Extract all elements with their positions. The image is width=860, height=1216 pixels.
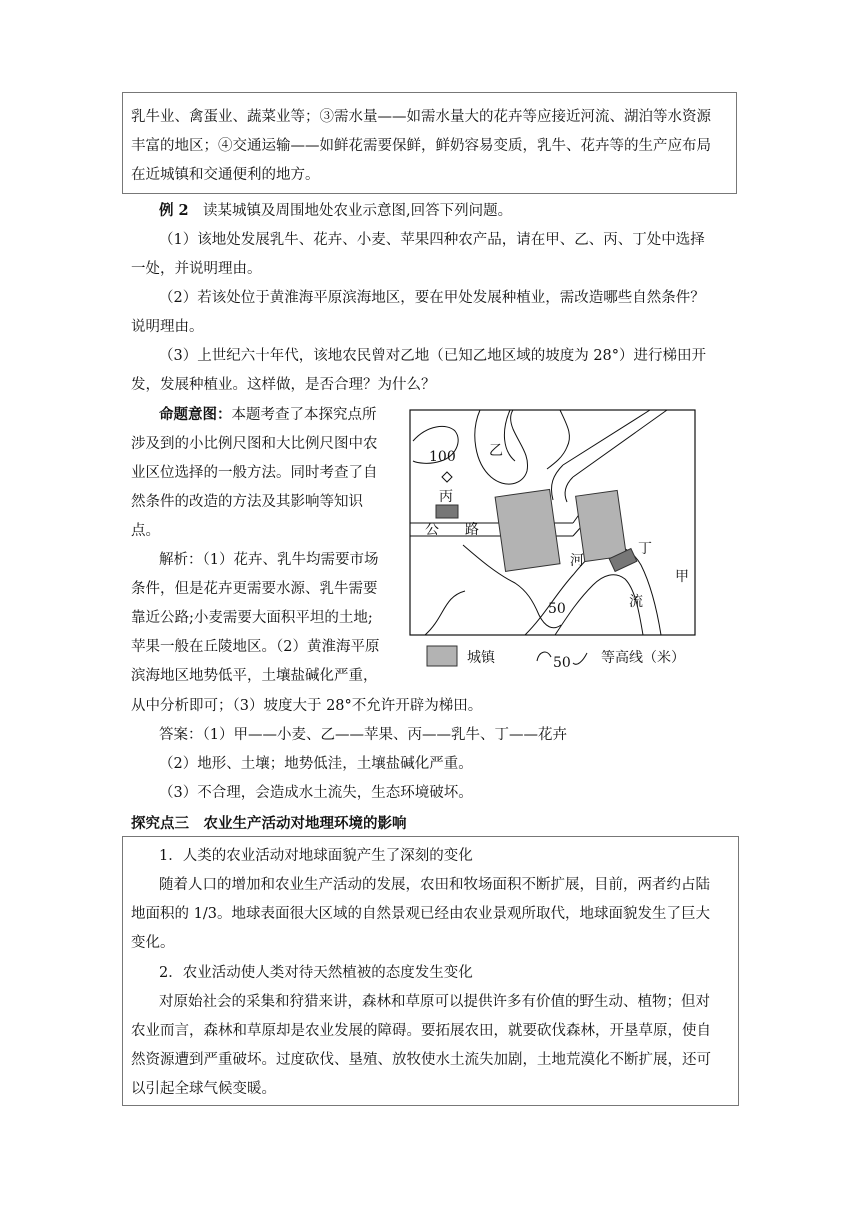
intent-text: 本题考查了本探究点所	[231, 407, 377, 423]
intent-line: 涉及到的小比例尺图和大比例尺图中农	[131, 436, 378, 452]
label-bing: 丙	[439, 489, 453, 505]
point-1-line: 地面积的 1/3。地球表面很大区域的自然景观已经由农业景观所取代，地球面貌发生了巨大	[131, 906, 710, 922]
analysis-line: 从中分析即可；（3）坡度大于 28°不允许开辟为梯田。	[131, 698, 483, 714]
intent-line: 然条件的改造的方法及其影响等知识	[131, 494, 363, 510]
intent-label: 命题意图：	[159, 406, 232, 423]
legend-town-swatch	[427, 646, 457, 666]
point-2-line: 对原始社会的采集和狩猎来讲，森林和草原可以提供许多有价值的野生动、植物；但对	[159, 994, 710, 1010]
road-edge	[565, 477, 573, 502]
analysis-line: 靠近公路;小麦需要大面积平坦的土地;	[131, 610, 373, 626]
analysis-line: 条件，但是花卉更需要水源、乳牛需要	[131, 581, 378, 597]
label-ding: 丁	[638, 541, 652, 557]
point-1-heading: 1．人类的农业活动对地球面貌产生了深刻的变化	[159, 848, 473, 864]
answer-line: （3）不合理，会造成水土流失，生态环境破坏。	[159, 785, 473, 801]
point-2-heading: 2．农业活动使人类对待天然植被的态度发生变化	[159, 965, 473, 981]
label-yi: 乙	[489, 443, 503, 459]
analysis-line: 滨海地区地势低平，土壤盐碱化严重，	[131, 668, 378, 684]
contour-line	[547, 410, 569, 469]
answer-line: 答案：（1）甲——小麦、乙——苹果、丙——乳牛、丁——花卉	[159, 727, 567, 743]
point-2-line: 然资源遭到严重破坏。过度砍伐、垦殖、放牧使水土流失加剧，土地荒漠化不断扩展，还可	[131, 1052, 711, 1068]
contour-line	[504, 410, 515, 461]
town-block	[495, 489, 560, 571]
top-box-line: 在近城镇和交通便利的地方。	[131, 167, 320, 183]
point-1-line: 随着人口的增加和农业生产活动的发展，农田和牧场面积不断扩展，目前，两者约占陆	[159, 877, 710, 893]
intent-line: 点。	[131, 523, 160, 539]
point-2-line: 以引起全球气候变暖。	[131, 1081, 276, 1097]
example-intro: 读某城镇及周围地处农业示意图,回答下列问题。	[203, 203, 513, 219]
legend-contour-icon	[573, 653, 587, 664]
top-box-line: 丰富的地区；④交通运输——如鲜花需要保鲜，鲜奶容易变质，乳牛、花卉等的生产应布局	[131, 138, 711, 154]
legend-contour-icon	[537, 652, 551, 661]
answer-line: （2）地形、土壤；地势低洼，土壤盐碱化严重。	[159, 756, 473, 772]
top-box-line: 乳牛业、禽蛋业、蔬菜业等；③需水量——如需水量大的花卉等应接近河流、湖泊等水资源	[131, 109, 711, 125]
question-1-line: 一处，并说明理由。	[131, 261, 262, 277]
hill-icon	[442, 472, 452, 482]
road-edge	[563, 410, 650, 465]
intent-line	[159, 405, 377, 425]
contour-line	[425, 591, 465, 635]
town-block	[576, 490, 627, 561]
question-3-line: 发，发展种植业。这样做，是否合理？为什么？	[131, 377, 436, 393]
intent-line: 业区位选择的一般方法。同时考查了自	[131, 465, 378, 481]
legend-town-label: 城镇	[467, 650, 495, 666]
farm-location-map	[405, 405, 705, 677]
legend-contour-label: 等高线（米）	[601, 650, 685, 666]
bing-marker	[436, 505, 458, 518]
label-he: 河	[570, 553, 584, 569]
question-2-line: （2）若该处位于黄淮海平原滨海地区，要在甲处发展种植业，需改造哪些自然条件？	[159, 290, 705, 306]
question-3-line: （3）上世纪六十年代，该地农民曾对乙地（已知乙地区域的坡度为 28°）进行梯田开	[159, 348, 707, 364]
question-1-line: （1）该地处发展乳牛、花卉、小麦、苹果四种农产品，请在甲、乙、丙、丁处中选择	[159, 232, 705, 248]
point-2-line: 农业而言，森林和草原却是农业发展的障碍。要拓展农田，就要砍伐森林，开垦草原，使自	[131, 1023, 711, 1039]
contour-label-50: 50	[548, 601, 566, 617]
contour-label-100: 100	[429, 449, 456, 465]
label-lu: 路	[465, 522, 479, 538]
analysis-line: 苹果一般在丘陵地区。（2）黄淮海平原	[131, 639, 380, 655]
example-label: 例 2	[159, 202, 189, 219]
legend-contour-value: 50	[553, 655, 571, 671]
section-title: 探究点三 农业生产活动对地理环境的影响	[131, 815, 407, 832]
analysis-line: 解析：（1）花卉、乳牛均需要市场	[159, 552, 379, 568]
road-edge	[551, 465, 563, 500]
question-2-line: 说明理由。	[131, 319, 204, 335]
point-1-line: 变化。	[131, 935, 175, 951]
label-gong: 公	[425, 522, 439, 538]
label-liu: 流	[629, 594, 643, 610]
road-edge	[573, 410, 667, 477]
label-jia: 甲	[675, 569, 689, 585]
